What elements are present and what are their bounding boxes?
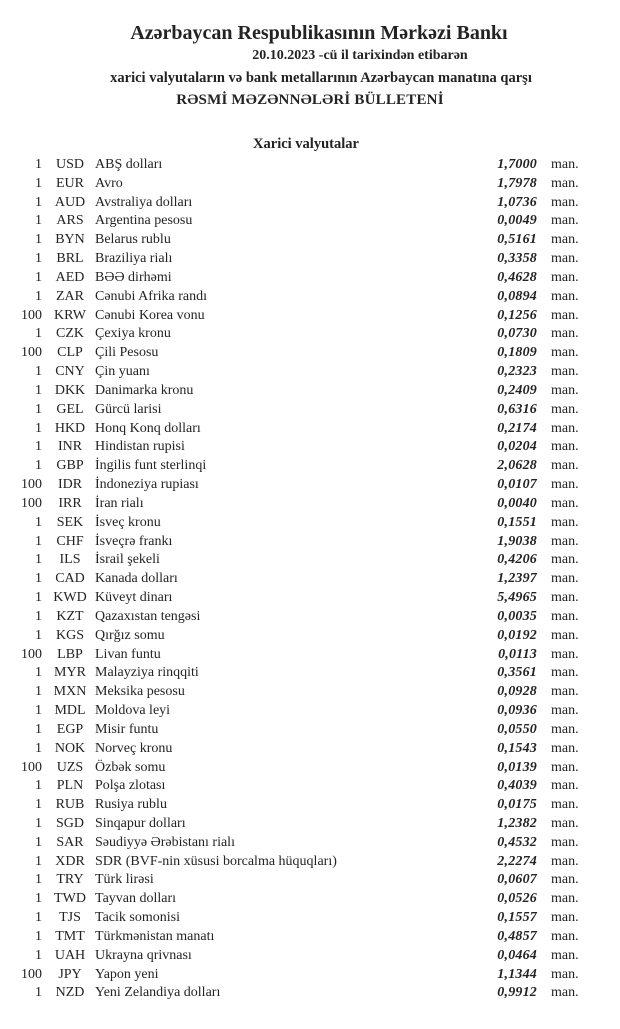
quantity-cell: 1 bbox=[35, 401, 42, 417]
unit-cell: man. bbox=[551, 552, 579, 568]
currency-name-cell: Türk lirəsi bbox=[95, 872, 154, 888]
rate-value-cell: 0,0107 bbox=[497, 477, 537, 493]
table-row bbox=[0, 947, 620, 966]
table-row bbox=[0, 608, 620, 627]
table-row bbox=[0, 890, 620, 909]
rate-value-cell: 0,0175 bbox=[497, 797, 537, 813]
table-row bbox=[0, 796, 620, 815]
quantity-cell: 1 bbox=[35, 627, 42, 643]
rate-value-cell: 1,2382 bbox=[497, 815, 537, 831]
table-row bbox=[0, 759, 620, 778]
table-row bbox=[0, 175, 620, 194]
table-row bbox=[0, 495, 620, 514]
quantity-cell: 100 bbox=[21, 495, 42, 511]
rate-value-cell: 0,1557 bbox=[497, 910, 537, 926]
rate-value-cell: 1,2397 bbox=[497, 571, 537, 587]
rate-value-cell: 0,4206 bbox=[497, 552, 537, 568]
quantity-cell: 1 bbox=[35, 288, 42, 304]
rate-value-cell: 0,4532 bbox=[497, 834, 537, 850]
currency-code-cell: BYN bbox=[55, 232, 85, 248]
currency-name-cell: Tayvan dolları bbox=[95, 891, 177, 907]
unit-cell: man. bbox=[551, 910, 579, 926]
rate-value-cell: 0,1256 bbox=[497, 307, 537, 323]
table-row bbox=[0, 928, 620, 947]
currency-code-cell: PLN bbox=[56, 778, 84, 794]
table-row bbox=[0, 457, 620, 476]
currency-name-cell: Çexiya kronu bbox=[95, 326, 171, 342]
rate-value-cell: 0,0204 bbox=[497, 439, 537, 455]
currency-code-cell: GEL bbox=[56, 401, 84, 417]
unit-cell: man. bbox=[551, 288, 579, 304]
currency-code-cell: LBP bbox=[57, 646, 83, 662]
quantity-cell: 1 bbox=[35, 721, 42, 737]
currency-code-cell: HKD bbox=[54, 420, 86, 436]
table-row bbox=[0, 966, 620, 985]
currency-code-cell: TJS bbox=[59, 910, 81, 926]
currency-code-cell: IDR bbox=[57, 477, 83, 493]
currency-code-cell: CAD bbox=[55, 571, 85, 587]
currency-code-cell: TRY bbox=[56, 872, 84, 888]
currency-code-cell: SGD bbox=[55, 815, 84, 831]
rate-value-cell: 0,2323 bbox=[497, 364, 537, 380]
currency-code-cell: XDR bbox=[55, 853, 85, 869]
currency-code-cell: BRL bbox=[56, 251, 84, 267]
unit-cell: man. bbox=[551, 891, 579, 907]
quantity-cell: 1 bbox=[35, 684, 42, 700]
rate-value-cell: 0,3561 bbox=[497, 665, 537, 681]
table-row bbox=[0, 325, 620, 344]
table-row bbox=[0, 721, 620, 740]
currency-name-cell: Livan funtu bbox=[95, 646, 161, 662]
table-row bbox=[0, 646, 620, 665]
currency-name-cell: Avro bbox=[95, 175, 123, 191]
quantity-cell: 100 bbox=[21, 966, 42, 982]
quantity-cell: 1 bbox=[35, 815, 42, 831]
quantity-cell: 1 bbox=[35, 364, 42, 380]
unit-cell: man. bbox=[551, 477, 579, 493]
currency-name-cell: Sinqapur dolları bbox=[95, 815, 186, 831]
bank-title: Azərbaycan Respublikasının Mərkəzi Bankı bbox=[130, 22, 508, 44]
table-row bbox=[0, 533, 620, 552]
currency-name-cell: ABŞ dolları bbox=[95, 157, 163, 172]
quantity-cell: 1 bbox=[35, 514, 42, 530]
quantity-cell: 1 bbox=[35, 571, 42, 587]
rate-value-cell: 0,0550 bbox=[497, 721, 537, 737]
rates-table bbox=[0, 156, 620, 1003]
quantity-cell: 1 bbox=[35, 703, 42, 719]
currency-code-cell: KZT bbox=[56, 608, 84, 624]
quantity-cell: 1 bbox=[35, 778, 42, 794]
currency-code-cell: RUB bbox=[55, 797, 85, 813]
quantity-cell: 1 bbox=[35, 175, 42, 191]
table-row bbox=[0, 815, 620, 834]
table-row bbox=[0, 212, 620, 231]
rate-value-cell: 0,0192 bbox=[497, 627, 537, 643]
quantity-cell: 1 bbox=[35, 891, 42, 907]
unit-cell: man. bbox=[551, 853, 579, 869]
currency-code-cell: USD bbox=[55, 157, 84, 172]
rate-value-cell: 0,2409 bbox=[497, 382, 537, 398]
unit-cell: man. bbox=[551, 966, 579, 982]
bulletin-document bbox=[0, 22, 620, 1029]
currency-code-cell: EGP bbox=[56, 721, 84, 737]
rate-value-cell: 1,7978 bbox=[497, 175, 537, 191]
currency-name-cell: Yapon yeni bbox=[95, 966, 159, 982]
rate-value-cell: 0,1551 bbox=[497, 514, 537, 530]
quantity-cell: 1 bbox=[35, 458, 42, 474]
currency-name-cell: Qazaxıstan tengəsi bbox=[95, 608, 201, 624]
currency-name-cell: Çili Pesosu bbox=[95, 345, 159, 361]
table-row bbox=[0, 589, 620, 608]
unit-cell: man. bbox=[551, 157, 579, 172]
table-row bbox=[0, 363, 620, 382]
rate-value-cell: 0,0730 bbox=[497, 326, 537, 342]
currency-code-cell: AED bbox=[55, 269, 85, 285]
rate-value-cell: 0,0035 bbox=[497, 608, 537, 624]
rate-value-cell: 0,0928 bbox=[497, 684, 537, 700]
rate-value-cell: 0,0936 bbox=[497, 703, 537, 719]
unit-cell: man. bbox=[551, 251, 579, 267]
currency-name-cell: Qırğız somu bbox=[95, 627, 165, 643]
unit-cell: man. bbox=[551, 627, 579, 643]
currency-name-cell: Belarus rublu bbox=[95, 232, 171, 248]
currency-code-cell: ZAR bbox=[56, 288, 84, 304]
rate-value-cell: 0,5161 bbox=[497, 232, 537, 248]
unit-cell: man. bbox=[551, 665, 579, 681]
unit-cell: man. bbox=[551, 872, 579, 888]
currency-name-cell: Ukrayna qrivnası bbox=[95, 947, 192, 963]
table-row bbox=[0, 156, 620, 175]
currency-name-cell: Polşa zlotası bbox=[95, 778, 166, 794]
currency-code-cell: CLP bbox=[57, 345, 83, 361]
unit-cell: man. bbox=[551, 439, 579, 455]
table-row bbox=[0, 231, 620, 250]
currency-code-cell: SAR bbox=[56, 834, 84, 850]
table-row bbox=[0, 683, 620, 702]
unit-cell: man. bbox=[551, 721, 579, 737]
currency-name-cell: Türkmənistan manatı bbox=[95, 928, 215, 944]
currency-code-cell: IRR bbox=[58, 495, 82, 511]
quantity-cell: 1 bbox=[35, 872, 42, 888]
currency-name-cell: İsrail şekeli bbox=[95, 552, 160, 568]
rate-value-cell: 0,1543 bbox=[497, 740, 537, 756]
unit-cell: man. bbox=[551, 778, 579, 794]
rate-value-cell: 1,1344 bbox=[497, 966, 537, 982]
rate-value-cell: 2,2274 bbox=[497, 853, 537, 869]
rate-value-cell: 0,4039 bbox=[497, 778, 537, 794]
unit-cell: man. bbox=[551, 590, 579, 606]
bulletin-title: RƏSMİ MƏZƏNNƏLƏRİ BÜLLETENİ bbox=[176, 92, 444, 108]
rate-value-cell: 1,9038 bbox=[497, 533, 537, 549]
quantity-cell: 1 bbox=[35, 665, 42, 681]
quantity-cell: 1 bbox=[35, 985, 42, 1001]
unit-cell: man. bbox=[551, 420, 579, 436]
currency-name-cell: SDR (BVF-nin xüsusi borcalma hüquqları) bbox=[95, 853, 337, 869]
currency-code-cell: TMT bbox=[55, 928, 85, 944]
currency-code-cell: NZD bbox=[55, 985, 85, 1001]
rate-value-cell: 1,0736 bbox=[497, 194, 537, 210]
quantity-cell: 1 bbox=[35, 194, 42, 210]
quantity-cell: 1 bbox=[35, 157, 42, 172]
quantity-cell: 1 bbox=[35, 928, 42, 944]
currency-name-cell: İngilis funt sterlinqi bbox=[95, 458, 207, 474]
unit-cell: man. bbox=[551, 740, 579, 756]
currency-name-cell: İsveç kronu bbox=[95, 514, 161, 530]
unit-cell: man. bbox=[551, 326, 579, 342]
table-row bbox=[0, 871, 620, 890]
quantity-cell: 1 bbox=[35, 910, 42, 926]
rate-value-cell: 5,4965 bbox=[497, 590, 537, 606]
quantity-cell: 1 bbox=[35, 740, 42, 756]
unit-cell: man. bbox=[551, 364, 579, 380]
quantity-cell: 1 bbox=[35, 834, 42, 850]
rate-value-cell: 0,6316 bbox=[497, 401, 537, 417]
rate-value-cell: 0,4628 bbox=[497, 269, 537, 285]
rate-value-cell: 0,0894 bbox=[497, 288, 537, 304]
currency-name-cell: Danimarka kronu bbox=[95, 382, 194, 398]
unit-cell: man. bbox=[551, 985, 579, 1001]
currency-name-cell: Moldova leyi bbox=[95, 703, 171, 719]
currency-name-cell: İsveçrə frankı bbox=[95, 533, 173, 549]
currency-code-cell: CNY bbox=[55, 364, 85, 380]
table-row bbox=[0, 740, 620, 759]
rate-value-cell: 0,0049 bbox=[497, 213, 537, 229]
currency-name-cell: Səudiyyə Ərəbistanı rialı bbox=[95, 834, 235, 850]
table-row bbox=[0, 288, 620, 307]
currency-name-cell: Braziliya rialı bbox=[95, 251, 173, 267]
table-row bbox=[0, 438, 620, 457]
unit-cell: man. bbox=[551, 514, 579, 530]
table-row bbox=[0, 250, 620, 269]
unit-cell: man. bbox=[551, 646, 579, 662]
currency-name-cell: Honq Konq dolları bbox=[95, 420, 201, 436]
rate-value-cell: 0,2174 bbox=[497, 420, 537, 436]
unit-cell: man. bbox=[551, 232, 579, 248]
rate-value-cell: 0,3358 bbox=[497, 251, 537, 267]
quantity-cell: 1 bbox=[35, 608, 42, 624]
currency-code-cell: ILS bbox=[59, 552, 81, 568]
unit-cell: man. bbox=[551, 382, 579, 398]
unit-cell: man. bbox=[551, 797, 579, 813]
rate-value-cell: 0,0526 bbox=[497, 891, 537, 907]
rate-value-cell: 0,9912 bbox=[497, 985, 537, 1001]
table-row bbox=[0, 401, 620, 420]
table-row bbox=[0, 664, 620, 683]
currency-code-cell: AUD bbox=[54, 194, 86, 210]
unit-cell: man. bbox=[551, 533, 579, 549]
quantity-cell: 1 bbox=[35, 213, 42, 229]
table-row bbox=[0, 984, 620, 1003]
currency-code-cell: KRW bbox=[54, 307, 86, 323]
currency-code-cell: KWD bbox=[53, 590, 87, 606]
unit-cell: man. bbox=[551, 345, 579, 361]
currency-name-cell: Yeni Zelandiya dolları bbox=[95, 985, 221, 1001]
unit-cell: man. bbox=[551, 175, 579, 191]
currency-code-cell: ARS bbox=[56, 213, 84, 229]
quantity-cell: 1 bbox=[35, 439, 42, 455]
effective-date-line: 20.10.2023 -cü il tarixindən etibarən bbox=[252, 48, 468, 63]
unit-cell: man. bbox=[551, 703, 579, 719]
currency-code-cell: CZK bbox=[56, 326, 84, 342]
quantity-cell: 100 bbox=[21, 307, 42, 323]
currency-code-cell: SEK bbox=[56, 514, 84, 530]
currency-name-cell: BƏƏ dirhəmi bbox=[95, 269, 172, 285]
quantity-cell: 1 bbox=[35, 251, 42, 267]
unit-cell: man. bbox=[551, 194, 579, 210]
quantity-cell: 100 bbox=[21, 345, 42, 361]
currency-code-cell: NOK bbox=[54, 740, 86, 756]
currency-name-cell: Gürcü larisi bbox=[95, 401, 162, 417]
unit-cell: man. bbox=[551, 307, 579, 323]
rate-value-cell: 0,1809 bbox=[497, 345, 537, 361]
quantity-cell: 1 bbox=[35, 382, 42, 398]
quantity-cell: 100 bbox=[21, 759, 42, 775]
quantity-cell: 1 bbox=[35, 420, 42, 436]
unit-cell: man. bbox=[551, 401, 579, 417]
currency-code-cell: MDL bbox=[54, 703, 86, 719]
quantity-cell: 1 bbox=[35, 533, 42, 549]
currency-name-cell: Argentina pesosu bbox=[95, 213, 193, 229]
unit-cell: man. bbox=[551, 495, 579, 511]
table-row bbox=[0, 853, 620, 872]
table-row bbox=[0, 909, 620, 928]
currency-name-cell: Rusiya rublu bbox=[95, 797, 167, 813]
currency-name-cell: İran rialı bbox=[95, 495, 144, 511]
currency-code-cell: UAH bbox=[54, 947, 86, 963]
unit-cell: man. bbox=[551, 571, 579, 587]
unit-cell: man. bbox=[551, 269, 579, 285]
quantity-cell: 100 bbox=[21, 477, 42, 493]
table-row bbox=[0, 702, 620, 721]
currency-code-cell: CHF bbox=[56, 533, 84, 549]
quantity-cell: 1 bbox=[35, 947, 42, 963]
unit-cell: man. bbox=[551, 684, 579, 700]
quantity-cell: 1 bbox=[35, 853, 42, 869]
quantity-cell: 1 bbox=[35, 797, 42, 813]
currency-name-cell: Özbək somu bbox=[95, 759, 166, 775]
currency-name-cell: Cənubi Afrika randı bbox=[95, 288, 207, 304]
section-title-foreign-currencies: Xarici valyutalar bbox=[253, 136, 359, 152]
table-row bbox=[0, 777, 620, 796]
currency-name-cell: Norveç kronu bbox=[95, 740, 173, 756]
table-row bbox=[0, 834, 620, 853]
currency-code-cell: GBP bbox=[56, 458, 84, 474]
currency-name-cell: Avstraliya dolları bbox=[95, 194, 193, 210]
quantity-cell: 1 bbox=[35, 232, 42, 248]
quantity-cell: 1 bbox=[35, 590, 42, 606]
table-row bbox=[0, 420, 620, 439]
table-row bbox=[0, 476, 620, 495]
unit-cell: man. bbox=[551, 928, 579, 944]
scope-line: xarici valyutaların və bank metallarının Azərbaycan manatına qarşı bbox=[110, 70, 532, 86]
rate-value-cell: 0,0464 bbox=[497, 947, 537, 963]
unit-cell: man. bbox=[551, 458, 579, 474]
currency-name-cell: Küveyt dinarı bbox=[95, 590, 173, 606]
currency-code-cell: MYR bbox=[54, 665, 86, 681]
currency-name-cell: Kanada dolları bbox=[95, 571, 178, 587]
table-row bbox=[0, 514, 620, 533]
currency-name-cell: Meksika pesosu bbox=[95, 684, 185, 700]
unit-cell: man. bbox=[551, 947, 579, 963]
rate-value-cell: 1,7000 bbox=[497, 157, 537, 172]
currency-name-cell: İndoneziya rupiası bbox=[95, 477, 199, 493]
table-row bbox=[0, 627, 620, 646]
table-row bbox=[0, 551, 620, 570]
currency-code-cell: DKK bbox=[54, 382, 86, 398]
table-row bbox=[0, 344, 620, 363]
unit-cell: man. bbox=[551, 815, 579, 831]
currency-code-cell: EUR bbox=[56, 175, 84, 191]
quantity-cell: 100 bbox=[21, 646, 42, 662]
quantity-cell: 1 bbox=[35, 326, 42, 342]
currency-name-cell: Cənubi Korea vonu bbox=[95, 307, 205, 323]
currency-code-cell: TWD bbox=[54, 891, 86, 907]
currency-code-cell: MXN bbox=[53, 684, 87, 700]
quantity-cell: 1 bbox=[35, 552, 42, 568]
table-row bbox=[0, 269, 620, 288]
table-row bbox=[0, 382, 620, 401]
unit-cell: man. bbox=[551, 834, 579, 850]
rate-value-cell: 0,0113 bbox=[498, 646, 537, 662]
quantity-cell: 1 bbox=[35, 269, 42, 285]
currency-code-cell: INR bbox=[57, 439, 83, 455]
rate-value-cell: 0,0139 bbox=[497, 759, 537, 775]
rate-value-cell: 0,4857 bbox=[497, 928, 537, 944]
rate-value-cell: 0,0040 bbox=[497, 495, 537, 511]
currency-name-cell: Çin yuanı bbox=[95, 364, 150, 380]
table-row bbox=[0, 307, 620, 326]
currency-name-cell: Hindistan rupisi bbox=[95, 439, 185, 455]
currency-code-cell: UZS bbox=[56, 759, 84, 775]
rate-value-cell: 0,0607 bbox=[497, 872, 537, 888]
rate-value-cell: 2,0628 bbox=[497, 458, 537, 474]
unit-cell: man. bbox=[551, 759, 579, 775]
currency-name-cell: Malayziya rinqqiti bbox=[95, 665, 199, 681]
currency-code-cell: JPY bbox=[58, 966, 82, 982]
currency-name-cell: Misir funtu bbox=[95, 721, 159, 737]
currency-name-cell: Tacik somonisi bbox=[95, 910, 180, 926]
unit-cell: man. bbox=[551, 213, 579, 229]
unit-cell: man. bbox=[551, 608, 579, 624]
table-row bbox=[0, 194, 620, 213]
currency-code-cell: KGS bbox=[55, 627, 84, 643]
table-row bbox=[0, 570, 620, 589]
